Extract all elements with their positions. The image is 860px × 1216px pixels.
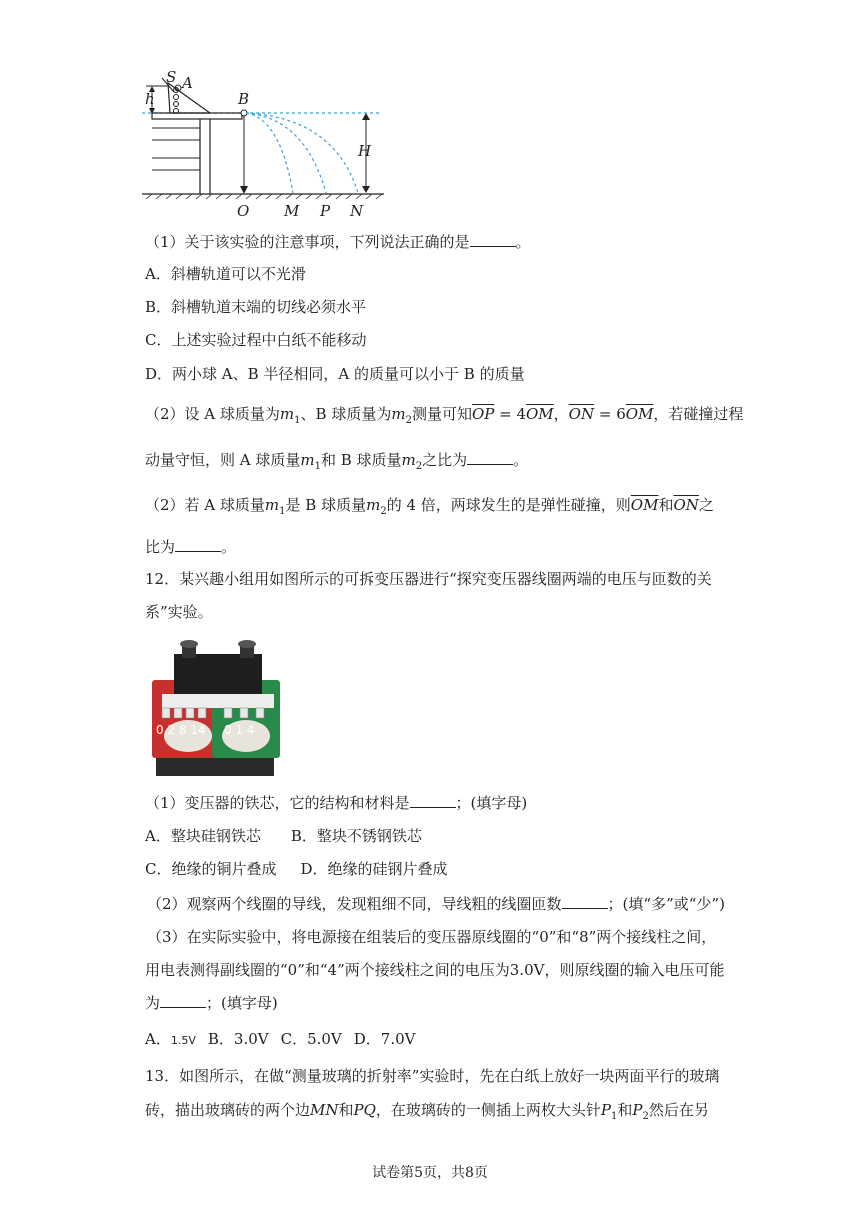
q11-option-d: D．两小球 A、B 半径相同，A 的质量可以小于 B 的质量 <box>145 365 525 383</box>
label-B: B <box>238 90 250 108</box>
q12-part2: （2）观察两个线圈的导线，发现粗细不同，导线粗的线圈匝数 ；(填“多”或“少”) <box>147 895 725 913</box>
answer-blank <box>470 232 516 247</box>
q11-option-b: B．斜槽轨道末端的切线必须水平 <box>145 298 367 316</box>
q12-part3-line1: （3）在实际实验中，将电源接在组装后的变压器原线圈的“0”和“8”两个接线柱之间， <box>147 928 717 946</box>
q12-options-cd: C．绝缘的铜片叠成 D．绝缘的硅钢片叠成 <box>145 860 448 878</box>
q11-option-a: A．斜槽轨道可以不光滑 <box>145 265 306 283</box>
red-coil-terminal-labels: 0 2 8 14 <box>156 723 206 737</box>
q12-intro-line1: 12．某兴趣小组用如图所示的可拆变压器进行“探究变压器线圈两端的电压与匝数的关 <box>145 570 712 588</box>
q11-option-c: C．上述实验过程中白纸不能移动 <box>145 331 367 349</box>
green-coil-terminal-labels: 0 1 4 <box>224 723 255 737</box>
collision-apparatus-figure <box>140 68 390 220</box>
answer-blank <box>160 993 206 1008</box>
answer-blank <box>175 537 221 552</box>
label-A: A <box>182 74 193 92</box>
answer-blank <box>467 450 513 465</box>
q12-options-ab: A．整块硅钢铁芯 B．整块不锈钢铁芯 <box>145 827 422 845</box>
q12-part1: （1）变压器的铁芯，它的结构和材料是 ；(填字母) <box>145 794 528 812</box>
q11-part2-line1: （2）设 A 球质量为$m_1$、B 球质量为$m_2$测量可知$\overline{OP} = 4\overline{OM}$，$\overline{ON} = 6\overline{OM}$，若碰撞过程 <box>145 405 744 426</box>
label-H: H <box>358 142 372 160</box>
answer-blank <box>562 894 608 909</box>
q13-line1: 13．如图所示，在做“测量玻璃的折射率”实验时，先在白纸上放好一块两面平行的玻璃 <box>145 1067 720 1085</box>
label-h: h <box>145 90 155 108</box>
q11-part3-line2: 比为 。 <box>145 538 237 556</box>
label-P: P <box>320 202 331 220</box>
q12-answer-choices: A．1.5V B．3.0V C．5.0V D．7.0V <box>145 1030 416 1048</box>
q13-line2: 砖，描出玻璃砖的两个边MN和PQ，在玻璃砖的一侧插上两枚大头针$P_1$和$P_2$然后在另 <box>145 1101 709 1122</box>
answer-blank <box>410 793 456 808</box>
label-O: O <box>237 202 250 220</box>
label-M: M <box>284 202 300 220</box>
q11-part2-line2: 动量守恒，则 A 球质量$m_1$和 B 球质量$m_2$之比为 。 <box>145 451 529 472</box>
label-N: N <box>350 202 364 220</box>
q12-part3-line3: 为 ；(填字母) <box>145 994 278 1012</box>
q12-part3-line2: 用电表测得副线圈的“0”和“4”两个接线柱之间的电压为3.0V，则原线圈的输入电压可能 <box>145 961 725 979</box>
transformer-photo <box>148 636 288 778</box>
q11-part1-stem: （1）关于该实验的注意事项，下列说法正确的是 。 <box>145 233 531 251</box>
label-S: S <box>166 68 177 86</box>
q12-intro-line2: 系”实验。 <box>145 603 213 621</box>
q11-part3-line1: （2）若 A 球质量$m_1$是 B 球质量$m_2$的 4 倍，两球发生的是弹性碰撞，则$\overline{OM}$和$\overline{ON}$之 <box>145 496 714 517</box>
page-footer: 试卷第5页，共8页 <box>372 1165 488 1181</box>
